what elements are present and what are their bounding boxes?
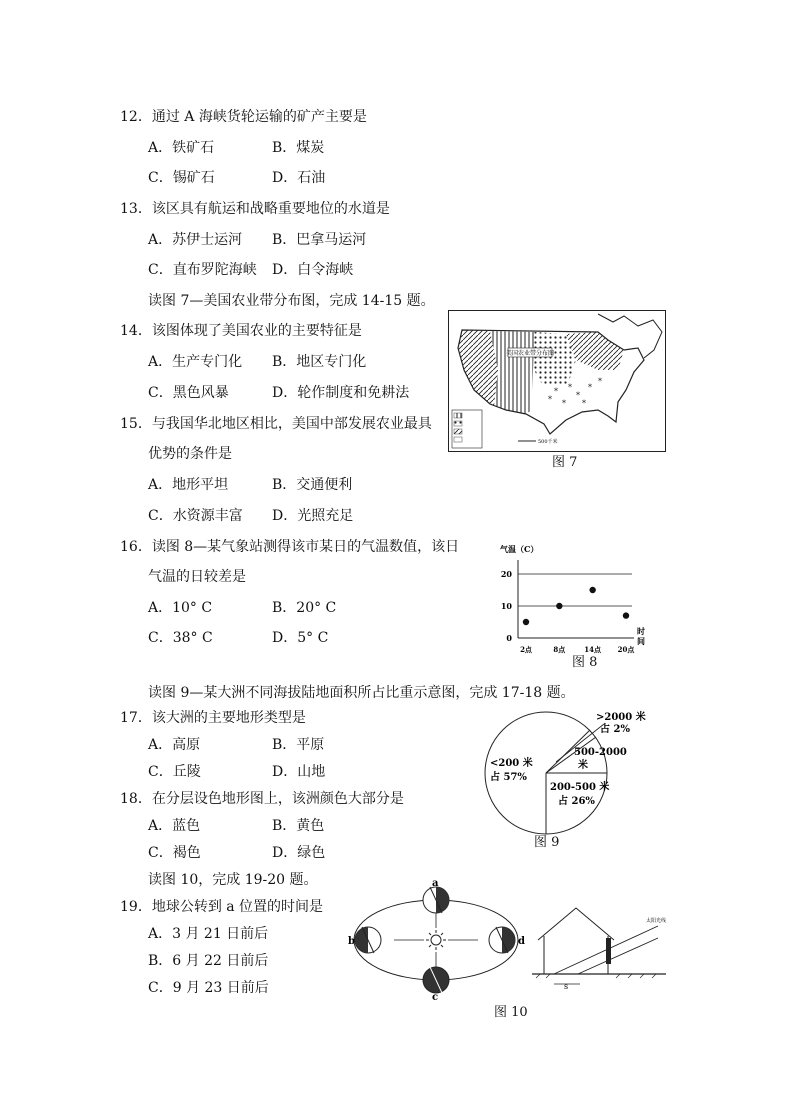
- fig10-label-a: a: [432, 878, 439, 889]
- q18-option-d: D．绿色: [272, 845, 326, 861]
- q15-option-b: B．交通便利: [272, 477, 353, 493]
- svg-text:*: *: [588, 383, 592, 392]
- q16-stem-line2: 气温的日较差是: [148, 569, 246, 585]
- q19-stem: 19．地球公转到 a 位置的时间是: [120, 899, 324, 915]
- q16-option-c: C．38° C: [148, 630, 213, 646]
- q16-option-b: B．20° C: [272, 600, 337, 616]
- q12-option-d: D．石油: [272, 170, 326, 186]
- fig10-house: [532, 904, 666, 992]
- fig10-roof: [538, 908, 614, 940]
- q14-stem: 14．该图体现了美国农业的主要特征是: [120, 323, 362, 339]
- fig8-xtick-label: 14点: [584, 645, 602, 654]
- fig9-label-over2000-pct: 占 2%: [600, 724, 630, 735]
- fig10-label-c: c: [432, 992, 439, 1003]
- q14-option-d: D．轮作制度和免耕法: [272, 385, 410, 401]
- q13-option-b: B．巴拿马运河: [272, 232, 367, 248]
- q12-stem: 12．通过 A 海峡货轮运输的矿产主要是: [120, 109, 367, 125]
- q19-option-b: B．6 月 22 日前后: [148, 953, 269, 969]
- fig8-data-point: [523, 619, 529, 625]
- q19-option-c: C．9 月 23 日前后: [148, 980, 269, 996]
- fig9-label-over2000: >2000 米: [596, 712, 646, 723]
- fig9-label-low: <200 米: [490, 758, 533, 769]
- q15-stem-line2: 优势的条件是: [148, 446, 232, 462]
- q12-option-a: A．铁矿石: [148, 140, 215, 156]
- fig9-label-mid: 500-2000: [574, 747, 627, 758]
- q15-option-a: A．地形平坦: [148, 477, 229, 493]
- fig10-sun-label: 太阳光线: [646, 918, 667, 924]
- svg-text:*: *: [598, 377, 602, 386]
- q17-option-c: C．丘陵: [148, 764, 201, 780]
- fig10-caption: 图 10: [494, 1005, 528, 1020]
- fig7-map-title: 美国农业带分布图: [505, 350, 555, 357]
- fig8-ytick-label: 10: [500, 601, 512, 611]
- fig10-earth-c: [423, 967, 449, 993]
- fig8-xtick-label: 2点: [520, 645, 532, 654]
- fig8-xtick-label: 20点: [617, 645, 635, 654]
- fig9-caption: 图 9: [534, 835, 560, 850]
- fig8-ytick-label: 20: [500, 569, 512, 579]
- fig8-ytick-label: 0: [506, 633, 512, 643]
- fig8-chart: [496, 540, 666, 658]
- q17-stem: 17．该大洲的主要地形类型是: [120, 710, 306, 726]
- q13-option-c: C．直布罗陀海峡: [148, 262, 257, 278]
- q16-option-a: A．10° C: [148, 600, 213, 616]
- fig8-ylabel: 气温（C）: [500, 544, 539, 554]
- q14-option-a: A．生产专门化: [148, 354, 243, 370]
- fig9-label-hill: 200-500 米: [550, 782, 610, 793]
- fig9-label-mid-unit: 米: [578, 760, 588, 771]
- fig8-data-point: [623, 612, 629, 618]
- fig10-orbit: [344, 876, 530, 1002]
- intro-17-18: 读图 9—某大洲不同海拔陆地面积所占比重示意图，完成 17-18 题。: [148, 685, 575, 701]
- q13-option-d: D．白令海峡: [272, 262, 354, 278]
- svg-text:*: *: [554, 387, 558, 396]
- q13-stem: 13．该区具有航运和战略重要地位的水道是: [120, 201, 390, 217]
- q17-option-b: B．平原: [272, 737, 325, 753]
- svg-text:*: *: [548, 395, 552, 404]
- fig8-xtick-label: 8点: [553, 645, 566, 654]
- fig10-earth-a: [423, 887, 449, 913]
- fig10-label-d: d: [518, 936, 525, 947]
- q18-option-c: C．褐色: [148, 845, 201, 861]
- fig10-earth-b: [355, 927, 381, 953]
- fig10-s-label: s: [564, 982, 569, 991]
- svg-text:*: *: [568, 383, 572, 392]
- q14-option-c: C．黑色风暴: [148, 385, 229, 401]
- fig8-xlabel-1: 时: [637, 626, 645, 636]
- fig9-label-low-pct: 占 57%: [490, 772, 527, 783]
- q15-option-d: D．光照充足: [272, 508, 354, 524]
- fig10-label-b: b: [348, 936, 355, 947]
- fig10-earth-d: [489, 927, 515, 953]
- q16-option-d: D．5° C: [272, 630, 329, 646]
- q18-stem: 18．在分层设色地形图上，该洲颜色大部分是: [120, 791, 404, 807]
- fig10-sun-icon: [426, 930, 446, 950]
- q16-stem-line1: 16．读图 8—某气象站测得该市某日的气温数值，该日: [120, 539, 460, 555]
- q12-option-b: B．煤炭: [272, 140, 325, 156]
- fig8-caption: 图 8: [572, 655, 598, 670]
- q15-option-c: C．水资源丰富: [148, 508, 243, 524]
- svg-text:*: *: [562, 399, 566, 408]
- fig7-scale-label: 500千米: [538, 439, 558, 445]
- q13-option-a: A．苏伊士运河: [148, 232, 243, 248]
- q18-option-a: A．蓝色: [148, 818, 201, 834]
- fig10-ray-2: [578, 938, 658, 974]
- fig10-sun-arrows: [394, 912, 478, 968]
- intro-19-20: 读图 10，完成 19-20 题。: [148, 872, 318, 888]
- q18-option-b: B．黄色: [272, 818, 325, 834]
- q14-option-b: B．地区专门化: [272, 354, 367, 370]
- q19-option-a: A．3 月 21 日前后: [148, 926, 269, 942]
- q17-option-a: A．高原: [148, 737, 201, 753]
- svg-text:*: *: [582, 399, 586, 408]
- fig8-data-point: [589, 587, 595, 593]
- fig9-label-hill-pct: 占 26%: [558, 796, 595, 807]
- intro-14-15: 读图 7—美国农业带分布图，完成 14-15 题。: [148, 293, 435, 309]
- fig8-xlabel-2: 间: [637, 636, 645, 646]
- fig7-caption: 图 7: [552, 455, 578, 470]
- fig8-data-point: [556, 603, 562, 609]
- fig7-map: [448, 310, 666, 452]
- q17-option-d: D．山地: [272, 764, 326, 780]
- q12-option-c: C．锡矿石: [148, 170, 215, 186]
- q15-stem-line1: 15．与我国华北地区相比，美国中部发展农业最具: [120, 416, 432, 432]
- fig9-pie: [478, 710, 646, 836]
- svg-text:*: *: [576, 391, 580, 400]
